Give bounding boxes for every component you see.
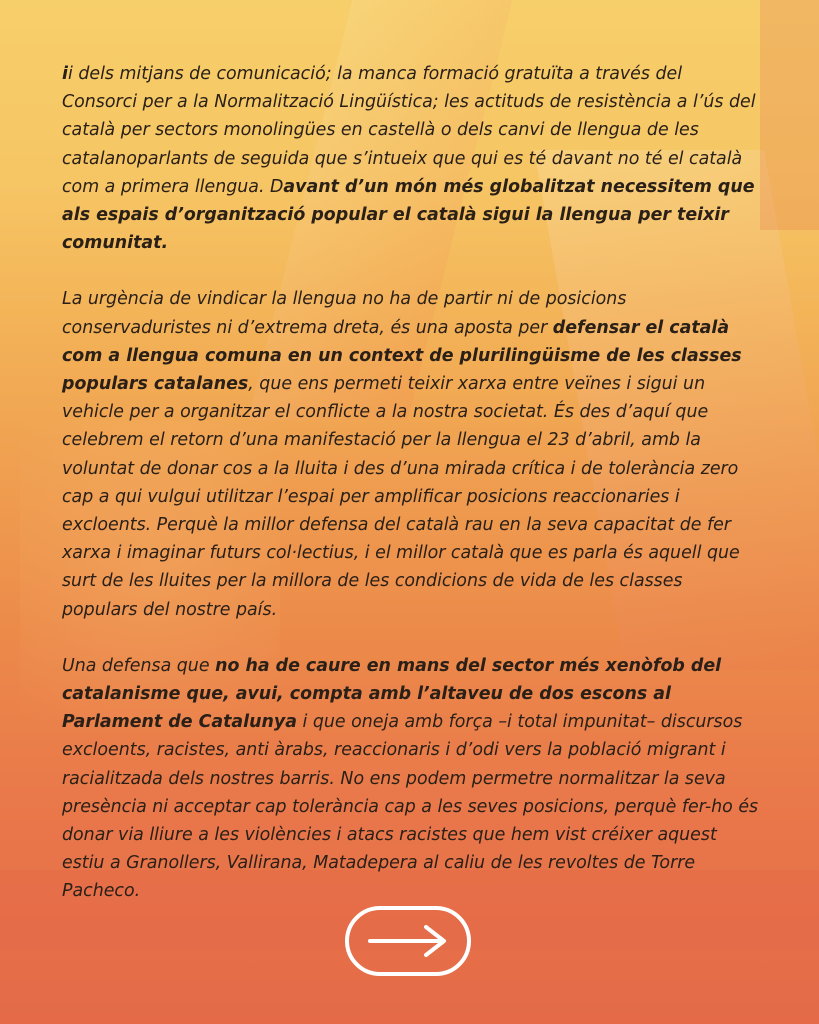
paragraph-2 [62,285,762,623]
next-button[interactable] [345,906,471,976]
text-segment: defensar el català com a llengua comuna en un context de plurilingüisme de les classes populars catalanes [62,317,742,395]
text-segment: , que ens permeti teixir xarxa entre veïnes i sigui un vehicle per a organitzar el conflicte a la nostra societat. És des d’aquí que celebrem el retorn d’una manifestació per la llengua el 23 d’abril, amb la voluntat de donar cos a la lluita i des d’una mirada crítica i de tolerància zero cap a qui vulgui utilitzar l’espai per amplificar posicions reaccionaries i excloents. Perquè la millor defensa del català rau en la seva capacitat de fer xarxa i imaginar futurs col·lectius, i el millor català que es parla és aquell que surt de les lluites per la millora de les condicions de vida de les classes populars del nostre país. [62,374,740,620]
article-text [62,60,762,934]
background-band [760,0,819,230]
text-segment: i [62,64,68,84]
text-segment: i que oneja amb força –i total impunitat– discursos excloents, racistes, anti àrabs, reaccionaris i d’odi vers la població migrant i racialitzada dels nostres barris. No ens podem permetre normalitzar la seva presència ni acceptar cap tolerància cap a les seves posicions, perquè fer-ho és donar via lliure a les violències i atacs racistes que hem vist créixer aquest estiu a Granollers, Vallirana, Matadepera al caliu de les revoltes de Torre Pacheco. [62,712,759,902]
text-segment: avant d’un món més globalitzat necessitem que als espais d’organització popular el català sigui la llengua per teixir comunitat. [62,176,755,254]
text-segment: i dels mitjans de comunicació; la manca formació gratuïta a través del Consorci per a la Normalització Lingüística; les actituds de resistència a l’ús del català per sectors monolingües en castellà o dels canvi de llengua de les catalanoparlants de seguida que s’intueix que qui es té davant no té el català com a primera llengua. D [62,64,756,197]
text-segment: La urgència de vindicar la llengua no ha de partir ni de posicions conservaduristes ni d’extrema dreta, és una aposta per [62,289,627,338]
text-segment: Una defensa que [62,655,216,676]
arrow-right-icon [366,924,450,958]
paragraph-1 [62,60,762,257]
paragraph-3 [62,652,762,906]
text-segment: no ha de caure en mans del sector més xenòfob del catalanisme que, avui, compta amb l’altaveu de dos escons al Parlament de Catalunya [62,655,722,733]
